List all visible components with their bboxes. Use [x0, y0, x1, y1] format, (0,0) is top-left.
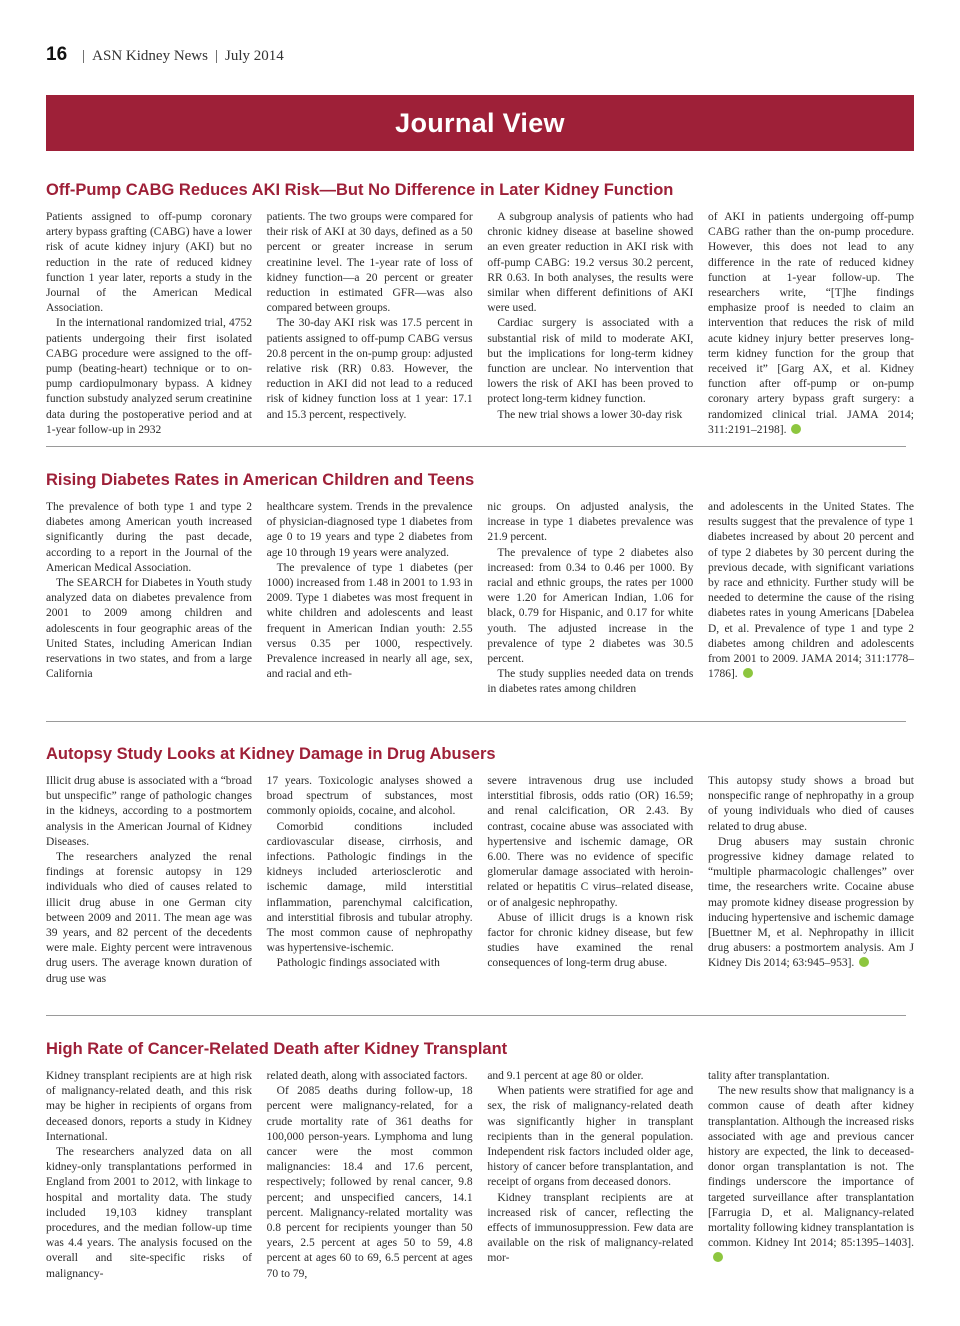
- article-column: [708, 1069, 914, 1282]
- paragraph: The researchers analyzed data on all kidney-only transplantations performed in England from 2001 to 2012, with linkage to hospital and mortality data. The study included 19,103 kidney transplant procedures, and the median follow-up time was 4.4 years. The analysis focused on the overall and site-specific risks of malignancy-: [46, 1146, 252, 1280]
- article-columns: [46, 500, 914, 698]
- header-separator: |: [214, 48, 218, 64]
- section-divider: [46, 1015, 906, 1016]
- article-column: [46, 1069, 252, 1282]
- end-of-article-dot-icon: [791, 424, 801, 434]
- article-title: Autopsy Study Looks at Kidney Damage in Drug Abusers: [46, 745, 496, 763]
- paragraph: patients. The two groups were compared for their risk of AKI at 30 days, defined as a 50 percent or greater increase in serum creatinine level. The 1-year rate of loss of kidney function—a 20 percent or greater reduction in estimated GFR—was also compared between groups.: [266, 211, 473, 315]
- end-of-article-dot-icon: [713, 1252, 723, 1262]
- article-offpump-cabg: [46, 181, 914, 438]
- paragraph: nic groups. On adjusted analysis, the increase in type 1 diabetes prevalence was 21.9 percent.: [487, 501, 694, 544]
- section-banner: [46, 95, 914, 151]
- article-column: [46, 500, 252, 698]
- article-transplant-cancer: [46, 1040, 914, 1282]
- paragraph: Kidney transplant recipients are at high risk of malignancy-related death, and this risk may be higher in recipients of organs from deceased donors, reports a study in Kidney International.: [46, 1070, 252, 1143]
- paragraph: Pathologic findings associated with: [276, 957, 440, 970]
- paragraph: Illicit drug abuse is associated with a “broad but unspecific” range of pathologic changes in the kidneys, according to a postmortem analysis in the American Journal of Kidney Diseases.: [46, 775, 252, 848]
- section-divider: [46, 446, 906, 447]
- paragraph: When patients were stratified for age and sex, the risk of malignancy-related death was significantly higher in transplant recipients than in the general population. Independent risk factors included older age, history of cancer before transplantation, and receipt of organs from deceased donors.: [487, 1085, 694, 1189]
- article-column: [267, 774, 473, 987]
- paragraph: The SEARCH for Diabetes in Youth study analyzed data on diabetes prevalence from 2001 to 2009 among children and adolescents in four geographic areas of the United States, including American Indian reservations in two states, and from a large California: [46, 577, 252, 681]
- paragraph: In the international randomized trial, 4752 patients undergoing their first isolated CABG procedure were assigned to the off-pump (beating-heart) technique or to on-pump cardiopulmonary bypass. A kidney function substudy analyzed serum creatinine data during the postoperative period and at 1-year follow-up in 2932: [46, 317, 252, 436]
- paragraph: tality after transplantation.: [707, 1070, 830, 1082]
- article-title: Rising Diabetes Rates in American Children and Teens: [46, 471, 475, 489]
- page-number: 16: [46, 44, 68, 65]
- paragraph: related death, along with associated factors.: [266, 1070, 468, 1082]
- article-columns: [46, 210, 914, 438]
- paragraph: healthcare system. Trends in the prevalence of physician-diagnosed type 1 diabetes from age 0 to 19 years and type 2 diabetes from age 10 through 19 years were analyzed.: [266, 501, 473, 559]
- paragraph: Abuse of illicit drugs is a known risk factor for chronic kidney disease, but few studies have examined the renal consequences of long-term drug abuse.: [487, 911, 694, 970]
- paragraph: Patients assigned to off-pump coronary artery bypass grafting (CABG) have a lower risk of acute kidney injury (AKI) but no reduction in the rate of reduced kidney function 1 year later, reports a study in the Journal of the American Medical Association.: [46, 211, 252, 315]
- section-title: Journal View: [395, 107, 565, 138]
- paragraph: Drug abusers may sustain chronic progressive kidney damage related to “multiple pharmacologic challenges” over time, the researchers write. Cocaine abuse may promote kidney disease progression by inducing hypertensive and ischemic damage [Buettner M, et al. Nephropathy in illicit drug abusers: a postmortem analysis. Am J Kidney Dis 2014; 63:945–953].: [707, 835, 914, 970]
- issue-date: July 2014: [225, 48, 284, 64]
- paragraph: The new trial shows a lower 30-day risk: [497, 408, 683, 421]
- article-column: [267, 1069, 473, 1282]
- header-separator: |: [82, 48, 86, 64]
- paragraph: Comorbid conditions included cardiovascular disease, cirrhosis, and infections. Pathologic findings in the kidneys included arteriosclerotic and ischemic damage, mild interstitial inflammation, parenchymal calcification, and interstitial fibrosis and tubular atrophy. The most common cause of nephropathy was hypertensive-ischemic.: [266, 820, 473, 955]
- paragraph: Of 2085 deaths during follow-up, 18 percent were malignancy-related, for a crude mortality rate of 361 deaths for 100,000 person-years. Lymphoma and lung cancer were the most common malignancies: 18.4 and 17.6 percent, respectively; followed by renal cancer, 9.8 percent; and unspecified cancers, 14.1 percent. Malignancy-related mortality was 0.8 percent for recipients younger than 50 years, 2.5 percent at ages 50 to 59, 4.8 percent at ages 60 to 69, 6.5 percent at ages 70 to 79,: [266, 1085, 473, 1280]
- end-of-article-dot-icon: [743, 668, 753, 678]
- article-column: [487, 774, 693, 987]
- paragraph: 17 years. Toxicologic analyses showed a broad spectrum of substances, most commonly opioids, cocaine, and alcohol.: [266, 775, 473, 818]
- paragraph: A subgroup analysis of patients who had chronic kidney disease at baseline showed an even greater reduction in AKI risk with off-pump CABG: 19.2 versus 30.2 percent, RR 0.63. In both analyses, the results were similar when different definitions of AKI were used.: [487, 211, 694, 315]
- paragraph: The prevalence of type 2 diabetes also increased: from 0.34 to 0.46 per 1000. By racial and ethnic groups, the rates per 1000 were 1.20 for American Indian, 1.06 for black, 0.79 for Hispanic, and 0.17 for white youth. The adjusted increase in the prevalence of type 2 diabetes was 30.5 percent.: [487, 546, 694, 666]
- article-column: [708, 210, 914, 438]
- paragraph: The prevalence of type 1 diabetes (per 1000) increased from 1.48 in 2001 to 1.93 in 2009. Type 1 diabetes was most frequent in white children and adolescents and least frequent in American Indian youth: 2.55 versus 0.35 per 1000, respectively. Prevalence increased in nearly all age, sex, and racial and eth-: [266, 561, 473, 681]
- article-column: [708, 774, 914, 987]
- paragraph: This autopsy study shows a broad but nonspecific range of nephropathy in a group of young individuals who died of causes related to drug abuse.: [707, 775, 914, 833]
- paragraph: The new results show that malignancy is a common cause of death after kidney transplantation. Although the increased risks associated with age and previous cancer history are expected, the link to deceased-donor organ transplantation is not. The findings underscore the importance of targeted surveillance after transplantation [Farrugia D, et al. Malignancy-related mortality following kidney transplantation is common. Kidney Int 2014; 85:1395–1403].: [707, 1085, 914, 1250]
- article-column: [708, 500, 914, 698]
- article-columns: [46, 1069, 914, 1282]
- article-autopsy-study: [46, 745, 914, 987]
- article-column: [267, 210, 473, 438]
- publication-name: ASN Kidney News: [92, 48, 208, 64]
- article-column: [487, 500, 693, 698]
- paragraph: The researchers analyzed the renal findings at forensic autopsy in 129 individuals who died of causes related to illicit drug abuse in one German city between 2009 and 2011. The mean age was 39 years, and 82 percent of the decedents were male. Eighty percent were intravenous drug users. The average known duration of drug use was: [46, 851, 252, 985]
- end-of-article-dot-icon: [859, 957, 869, 967]
- paragraph: of AKI in patients undergoing off-pump CABG rather than the on-pump procedure. However, this does not lead to any difference in the rate of reduced kidney function at 1-year follow-up. The researchers write, “[T]he findings emphasize proof is needed to claim an intervention that reduces the risk of mild acute kidney injury better preserves long-term kidney function for the group that received it” [Garg AX, et al. Kidney function after off-pump or on-pump coronary artery bypass graft surgery: a randomized clinical trial. JAMA 2014; 311:2191–2198].: [707, 211, 914, 436]
- paragraph: and adolescents in the United States. The results suggest that the prevalence of type 1 diabetes increased by about 20 percent and of type 2 diabetes by 30 percent during the previous decade, with significant variations by race and ethnicity. Further study will be needed to determine the cause of the rising diabetes rates in young Americans [Dabelea D, et al. Prevalence of type 1 and type 2 diabetes among children and adolescents from 2001 to 2009. JAMA 2014; 311:1778–1786].: [707, 501, 914, 681]
- paragraph: severe intravenous drug use included interstitial fibrosis, odds ratio (OR) 16.59; and renal calcification, OR 2.43. By contrast, cocaine abuse was associated with hypertensive and ischemic damage, OR 6.00. There was no evidence of specific glomerular damage associated with heroin-related or hepatitis C virus–related disease, or of analgesic nephropathy.: [487, 775, 694, 909]
- article-title: High Rate of Cancer-Related Death after Kidney Transplant: [46, 1040, 508, 1058]
- paragraph: The study supplies needed data on trends in diabetes rates among children: [487, 668, 694, 696]
- article-column: [487, 210, 693, 438]
- paragraph: The 30-day AKI risk was 17.5 percent in patients assigned to off-pump CABG versus 20.8 percent in the on-pump group: adjusted relative risk (RR) 0.83. However, the reduction in AKI did not lead to a reduced risk of kidney function loss at 1 year: 17.1 and 15.3 percent, respectively.: [266, 317, 473, 421]
- article-column: [487, 1069, 693, 1282]
- article-column: [46, 774, 252, 987]
- article-title: Off-Pump CABG Reduces AKI Risk—But No Difference in Later Kidney Function: [46, 181, 674, 199]
- paragraph: Kidney transplant recipients are at increased risk of cancer, reflecting the effects of immunosuppression. Few data are available on the risk of malignancy-related mor-: [487, 1191, 694, 1265]
- paragraph: and 9.1 percent at age 80 or older.: [487, 1070, 644, 1082]
- article-column: [46, 210, 252, 438]
- paragraph: Cardiac surgery is associated with a substantial risk of mild to moderate AKI, but the implications for long-term kidney function are unclear. No intervention that lowers the risk of AKI has been proved to protect long-term kidney function.: [487, 317, 694, 406]
- article-column: [267, 500, 473, 698]
- running-head: [46, 44, 284, 66]
- article-diabetes-rates: [46, 471, 914, 698]
- section-divider: [46, 721, 906, 722]
- paragraph: The prevalence of both type 1 and type 2 diabetes among American youth increased significantly during the past decade, according to a report in the Journal of the American Medical Association.: [46, 501, 252, 574]
- article-columns: [46, 774, 914, 987]
